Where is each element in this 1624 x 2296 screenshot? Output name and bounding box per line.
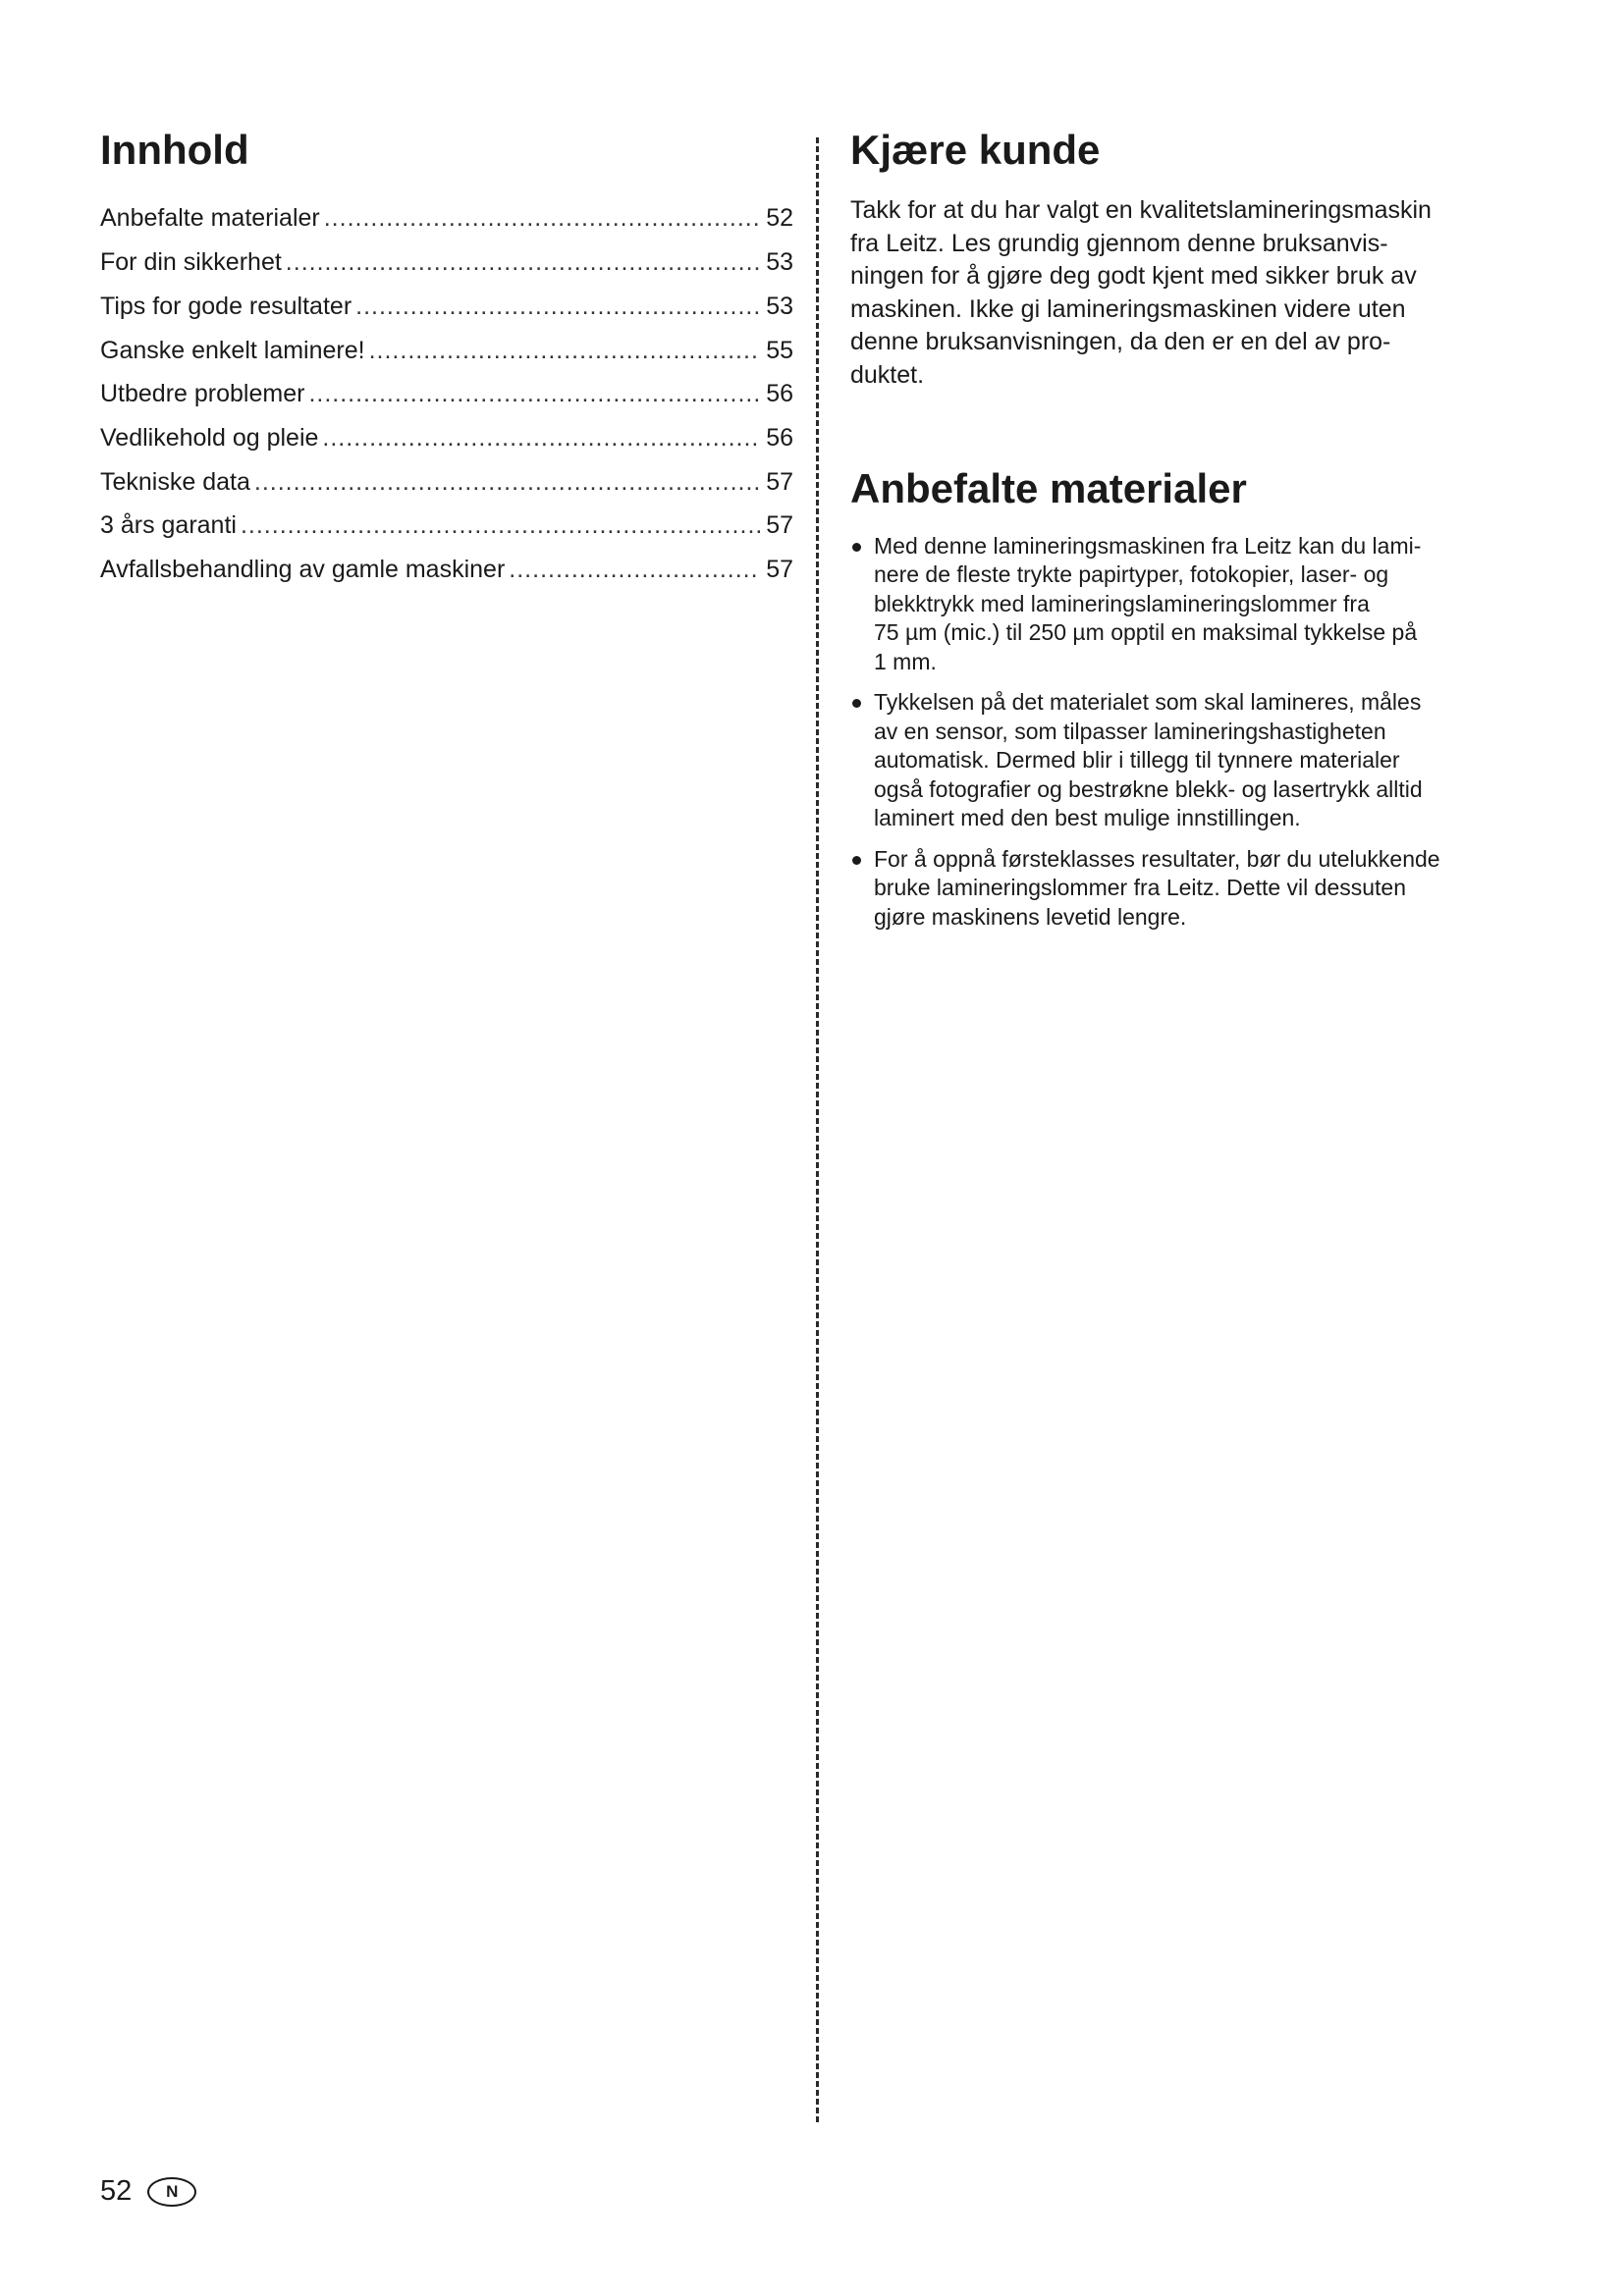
- toc-item-page: 55: [766, 336, 793, 364]
- toc-leader: [241, 504, 760, 548]
- toc-item[interactable]: [100, 504, 793, 548]
- toc-item-page: 57: [766, 556, 793, 584]
- toc-column: [100, 126, 793, 592]
- intro-line: Takk for at du har valgt en kvalitetslamineringsmaskin: [850, 196, 1432, 225]
- toc-item-label: Anbefalte materialer: [100, 204, 320, 233]
- toc-leader: [509, 548, 760, 592]
- bullet-dot-icon: [852, 856, 861, 865]
- toc-leader: [324, 196, 760, 240]
- page-number: 52: [100, 2175, 133, 2207]
- toc-item[interactable]: [100, 329, 793, 373]
- column-divider: [816, 137, 819, 2122]
- toc-item[interactable]: [100, 240, 793, 285]
- bullet-line: laminert med den best mulige innstillingen.: [874, 805, 1301, 831]
- intro-line: duktet.: [850, 360, 925, 389]
- toc-item-label: Utbedre problemer: [100, 380, 305, 408]
- bullet-line: også fotografier og bestrøkne blekk- og lasertrykk alltid: [874, 775, 1423, 802]
- bullet-line: Med denne lamineringsmaskinen fra Leitz kan du lami-: [874, 532, 1422, 559]
- toc-item-label: Vedlikehold og pleie: [100, 423, 319, 452]
- bullet-line: av en sensor, som tilpasser lamineringshastigheten: [874, 718, 1386, 744]
- toc-item-page: 56: [766, 380, 793, 408]
- bullet-line: blekktrykk med lamineringslamineringslommer fra: [874, 590, 1370, 616]
- toc-item-label: Tekniske data: [100, 467, 250, 496]
- toc-item-label: For din sikkerhet: [100, 248, 282, 277]
- bullet-line: Tykkelsen på det materialet som skal lamineres, måles: [874, 689, 1422, 716]
- toc-item-page: 56: [766, 423, 793, 452]
- page-footer: [100, 2175, 196, 2208]
- bullet-dot-icon: [852, 543, 861, 552]
- intro-text: [850, 194, 1528, 392]
- intro-line: denne bruksanvisningen, da den er en del av pro-: [850, 328, 1391, 356]
- toc-leader: [286, 240, 760, 285]
- toc-leader: [369, 329, 761, 373]
- bullet-line: For å oppnå førsteklasses resultater, bør du utelukkende: [874, 845, 1440, 872]
- toc-item-page: 53: [766, 292, 793, 320]
- country-code-badge: N: [147, 2177, 196, 2207]
- bullet-line: automatisk. Dermed blir i tillegg til tynnere materialer: [874, 747, 1400, 774]
- intro-section: [850, 126, 1528, 392]
- bullet-dot-icon: [852, 699, 861, 708]
- toc-leader: [308, 372, 760, 416]
- toc-leader: [322, 416, 760, 460]
- toc-item[interactable]: [100, 548, 793, 592]
- materials-list: [850, 532, 1528, 933]
- content-column: [850, 126, 1528, 943]
- toc-item-label: Avfallsbehandling av gamle maskiner: [100, 556, 506, 584]
- toc-list: [100, 196, 793, 591]
- toc-item-label: 3 års garanti: [100, 511, 237, 540]
- toc-item[interactable]: [100, 196, 793, 240]
- toc-item-page: 57: [766, 511, 793, 540]
- toc-leader: [355, 285, 760, 329]
- intro-title: Kjære kunde: [850, 127, 1101, 173]
- bullet-line: bruke lamineringslommer fra Leitz. Dette vil dessuten: [874, 875, 1407, 901]
- materials-bullet: [850, 688, 1528, 833]
- intro-line: fra Leitz. Les grundig gjennom denne bruksanvis-: [850, 229, 1388, 257]
- toc-item-page: 57: [766, 467, 793, 496]
- toc-item[interactable]: [100, 285, 793, 329]
- toc-title: Innhold: [100, 127, 249, 173]
- intro-line: maskinen. Ikke gi lamineringsmaskinen videre uten: [850, 294, 1406, 323]
- toc-leader: [254, 460, 760, 505]
- bullet-line: 1 mm.: [874, 648, 937, 674]
- toc-item[interactable]: [100, 416, 793, 460]
- toc-item[interactable]: [100, 372, 793, 416]
- bullet-line: 75 µm (mic.) til 250 µm opptil en maksimal tykkelse på: [874, 619, 1418, 646]
- toc-item-page: 53: [766, 248, 793, 277]
- materials-bullet: [850, 532, 1528, 677]
- materials-title: Anbefalte materialer: [850, 465, 1247, 512]
- toc-item[interactable]: [100, 460, 793, 505]
- materials-section: [850, 464, 1528, 932]
- toc-item-label: Ganske enkelt laminere!: [100, 336, 365, 364]
- toc-item-page: 52: [766, 204, 793, 233]
- toc-item-label: Tips for gode resultater: [100, 292, 352, 320]
- bullet-line: gjøre maskinens levetid lengre.: [874, 903, 1187, 930]
- materials-bullet: [850, 845, 1528, 933]
- bullet-line: nere de fleste trykte papirtyper, fotokopier, laser- og: [874, 561, 1389, 588]
- intro-line: ningen for å gjøre deg godt kjent med sikker bruk av: [850, 262, 1417, 291]
